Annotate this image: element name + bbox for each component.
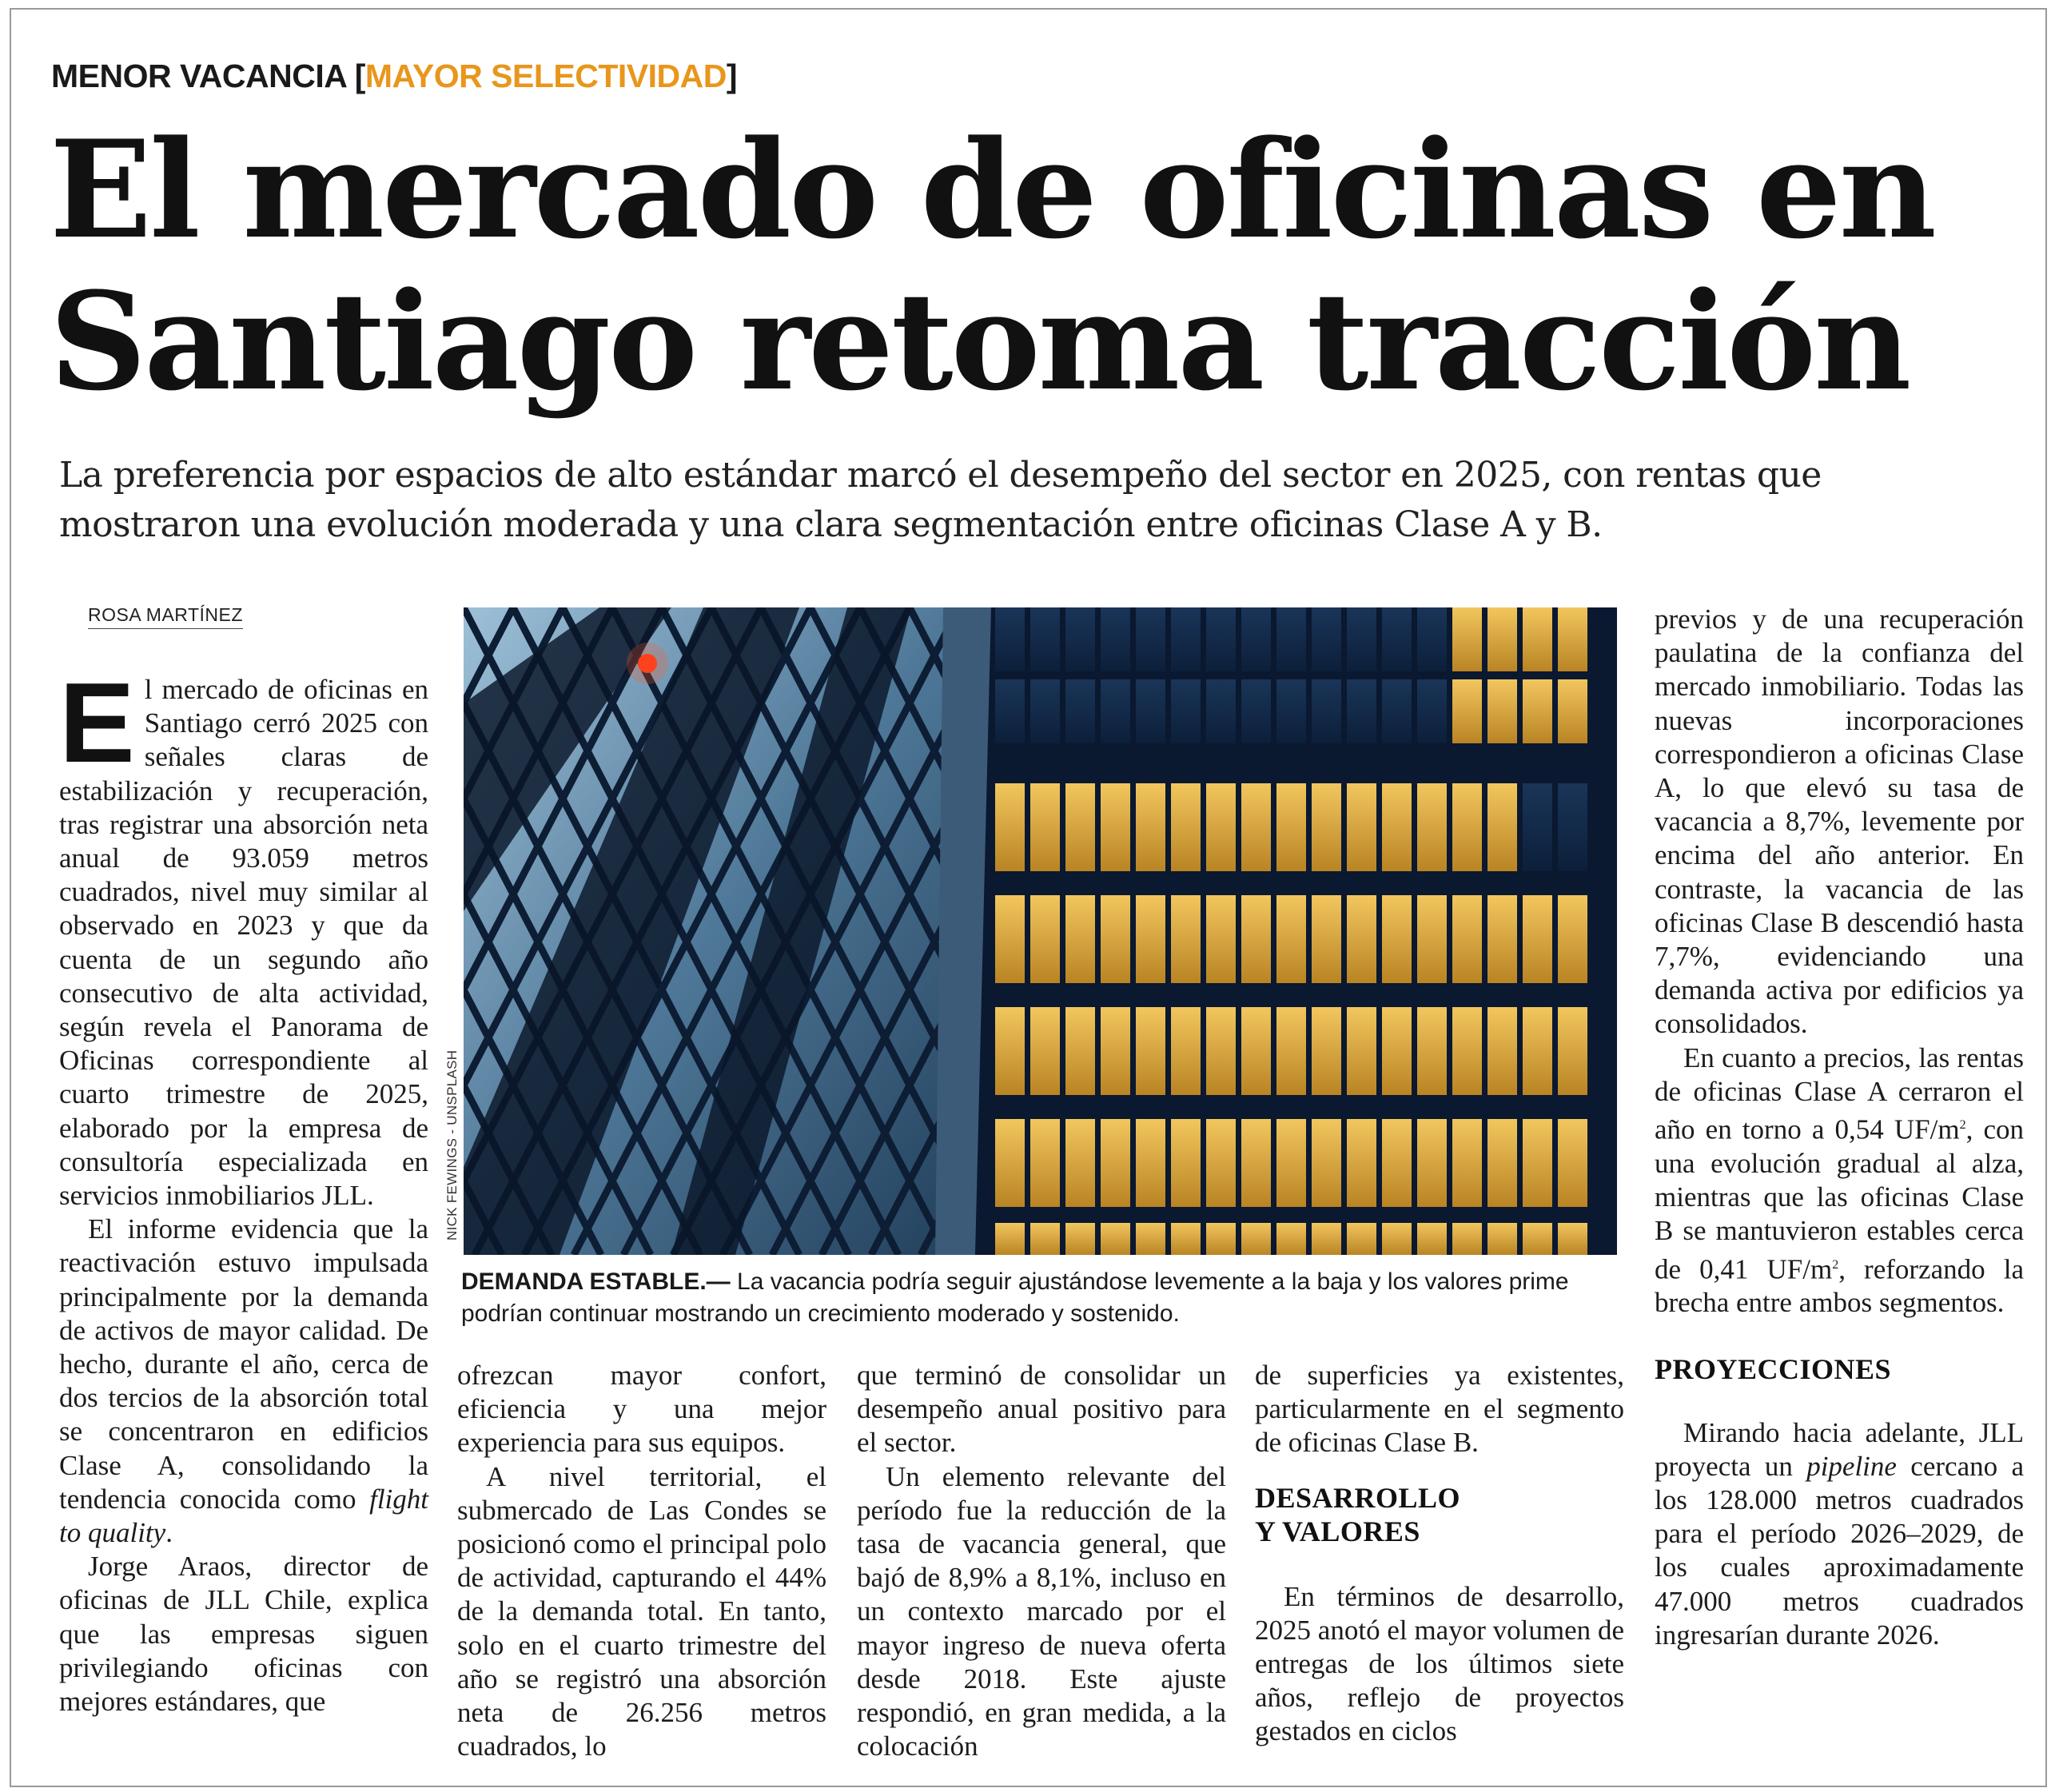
- paragraph-11: [1655, 1041, 2024, 1320]
- paragraph-7: Un elemento relevante del período fue la reducción de la tasa de vacancia general, que bajó de 8,9% a 8,1%, incluso en un contexto marcado por el mayor ingreso de nueva oferta desde 2018. Este ajuste respondió, en gran medida, a la colocación: [857, 1460, 1226, 1762]
- paragraph-11-text-c: , reforzando la brecha entre ambos segmentos.: [1655, 1253, 2024, 1319]
- subhead-desarrollo: [1255, 1481, 1624, 1548]
- article-column-1: [59, 659, 428, 1718]
- paragraph-3: Jorge Araos, director de oficinas de JLL Chile, explica que las empresas siguen privilegiando oficinas con mejores estándares, que: [59, 1551, 428, 1718]
- article-column-3: [857, 1359, 1226, 1763]
- newspaper-page: [10, 8, 2047, 1787]
- headline-line-2: Santiago retoma tracción: [50, 262, 1910, 420]
- superscript-1: 2: [1959, 1118, 1966, 1133]
- paragraph-8: de superficies ya existentes, particularmente en el segmento de oficinas Clase B.: [1255, 1360, 1624, 1459]
- subhead-desarrollo-line-2: Y VALORES: [1255, 1515, 1420, 1547]
- paragraph-2: [59, 1213, 428, 1550]
- byline: ROSA MARTÍNEZ: [88, 604, 243, 629]
- caption-text: La vacancia podría seguir ajustándose levemente a la baja y los valores prime podrían continuar mostrando un crecimiento moderado y sostenido.: [461, 1268, 1569, 1327]
- paragraph-12: [1655, 1416, 2024, 1652]
- kicker-main: MENOR VACANCIA: [51, 58, 346, 94]
- paragraph-1: [59, 659, 428, 1213]
- paragraph-12-text-a: Mirando hacia adelante, JLL proyecta un: [1655, 1416, 2024, 1482]
- drop-cap: E: [59, 659, 135, 786]
- paragraph-2-text: El informe evidencia que la reactivación estuvo impulsada principalmente por la demanda de activos de mayor calidad. De hecho, durante el año, cerca de dos tercios de la absorción total se concentraron en edificios Clase A, consolidando la tendencia conocida como: [59, 1213, 428, 1515]
- article-column-2: [457, 1359, 826, 1763]
- headline: [50, 110, 1934, 420]
- paragraph-11-text-b: , con una evolución gradual al alza, mientras que las oficinas Clase B se mantuvieron estables cerca de 0,41 UF/m: [1655, 1113, 2024, 1285]
- beacon-glow: [627, 643, 668, 684]
- paragraph-6: que terminó de consolidar un desempeño anual positivo para el sector.: [857, 1360, 1226, 1459]
- paragraph-5: A nivel territorial, el submercado de Las Condes se posicionó como el principal polo de actividad, capturando el 44% de la demanda total. En tanto, solo en el cuarto trimestre del año se registró una absorción neta de 26.256 metros cuadrados, lo: [457, 1460, 826, 1762]
- caption-lead: DEMANDA ESTABLE.—: [461, 1268, 731, 1295]
- deck-line-2: mostraron una evolución moderada y una clara segmentación entre oficinas Clase A y B.: [59, 504, 1603, 545]
- kicker-bracket-close: ]: [726, 58, 737, 94]
- paragraph-12-emphasis: pipeline: [1806, 1450, 1897, 1482]
- building-photo: [464, 607, 1617, 1255]
- paragraph-2-end: .: [165, 1517, 173, 1549]
- paragraph-1-text: l mercado de oficinas en Santiago cerró 2025 con señales claras de estabilización y recuperación, tras registrar una absorción neta anual de 93.059 metros cuadrados, nivel muy similar al observado en 2023 y que da cuenta de un segundo año consecutivo de alta actividad, según revela el Panorama de Oficinas correspondiente al cuarto trimestre de 2025, elaborado por la empresa de consultoría especializada en servicios inmobiliarios JLL.: [59, 674, 428, 1212]
- subhead-desarrollo-line-1: DESARROLLO: [1255, 1481, 1461, 1514]
- paragraph-12-text-b: cercano a los 128.000 metros cuadrados para el período 2026–2029, de los cuales aproximadamente 47.000 metros cuadrados ingresarían durante 2026.: [1655, 1450, 2024, 1651]
- kicker-bracket-open: [: [354, 58, 365, 94]
- paragraph-10: previos y de una recuperación paulatina de la confianza del mercado inmobiliario. Todas las nuevas incorporaciones correspondieron a oficinas Clase A, lo que elevó su tasa de vacancia a 8,7%, levemente por encima del año anterior. En contraste, la vacancia de las oficinas Clase B descendió hasta 7,7%, evidenciando una demanda activa por edificios ya consolidados.: [1655, 603, 2024, 1040]
- deck-subtitle: [59, 451, 2017, 550]
- paragraph-4: ofrezcan mayor confort, eficiencia y una mejor experiencia para sus equipos.: [457, 1360, 826, 1459]
- article-column-5: [1655, 603, 2024, 1652]
- section-kicker: [51, 58, 737, 95]
- building-photo-graphic: [464, 607, 1617, 1255]
- article-column-4: [1255, 1359, 1624, 1749]
- deck-line-1: La preferencia por espacios de alto estándar marcó el desempeño del sector en 2025, con rentas que: [59, 455, 1822, 496]
- paragraph-9: En términos de desarrollo, 2025 anotó el mayor volumen de entregas de los últimos siete años, reflejo de proyectos gestados en ciclos: [1255, 1580, 1624, 1747]
- kicker-accent: MAYOR SELECTIVIDAD: [364, 58, 727, 94]
- superscript-2: 2: [1832, 1257, 1839, 1272]
- office-windows: [995, 607, 1587, 1255]
- subhead-proyecciones: PROYECCIONES: [1655, 1352, 1892, 1385]
- photo-caption: [461, 1266, 1628, 1330]
- paragraph-2-emphasis: flight to quality: [59, 1483, 428, 1549]
- paragraph-11-text-a: En cuanto a precios, las rentas de oficinas Clase A cerraron el año en torno a 0,54 UF/m: [1655, 1041, 2024, 1145]
- photo-credit: NICK FEWINGS - UNSPLASH: [444, 1049, 460, 1240]
- headline-line-1: El mercado de oficinas en: [50, 110, 1934, 269]
